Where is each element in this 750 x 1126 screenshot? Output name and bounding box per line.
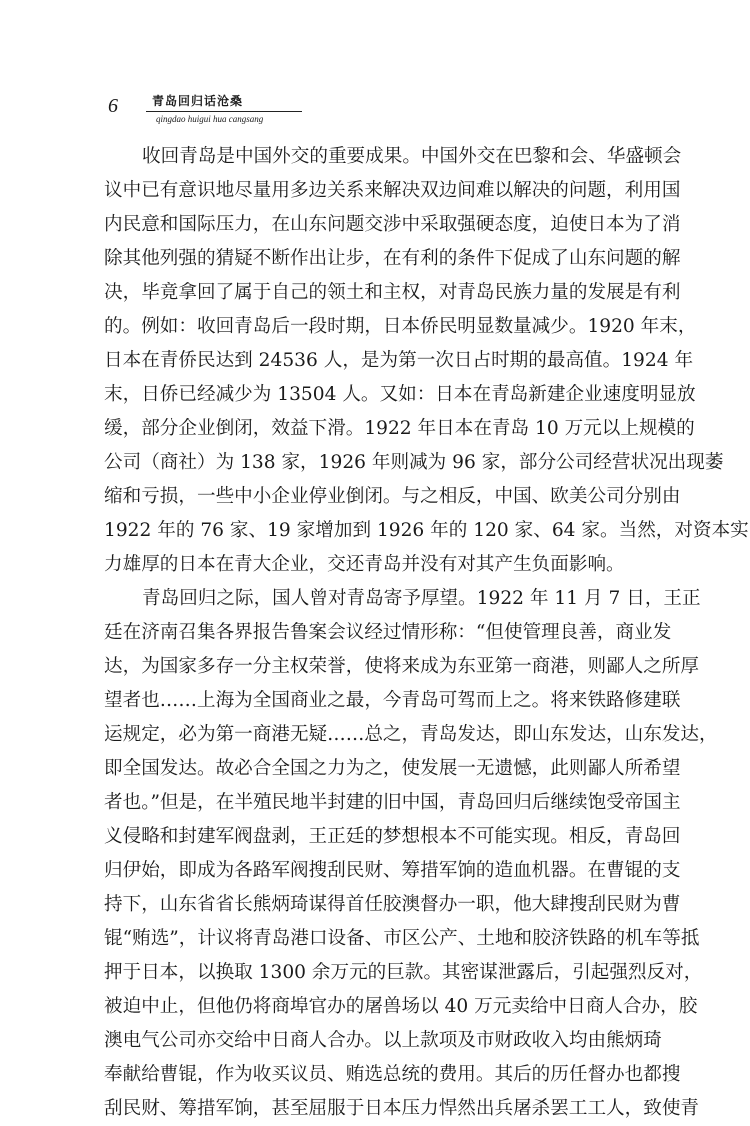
text-line: 归伊始，即成为各路军阀搜刮民财、筹措军饷的造血机器。在曹锟的支 [104,860,681,881]
text-line: 被迫中止，但他仍将商埠官办的屠兽场以 40 万元卖给中日商人合办，胶 [104,996,698,1017]
text-line: 即全国发达。故必合全国之力为之，使发展一无遗憾，此则鄙人所希望 [104,758,681,779]
body-text [104,140,749,1126]
text-line: 持下，山东省省长熊炳琦谋得首任胶澳督办一职，他大肆搜刮民财为曹 [104,894,681,915]
text-line: 押于日本，以换取 1300 余万元的巨款。其密谋泄露后，引起强烈反对， [104,962,703,983]
header-divider [146,111,302,112]
text-line: 义侵略和封建军阀盘剥，王正廷的梦想根本不可能实现。相反，青岛回 [104,826,681,847]
text-line: 除其他列强的猜疑不断作出让步，在有利的条件下促成了山东问题的解 [104,248,681,269]
paragraph-1 [104,140,749,582]
text-line: 青岛回归之际，国人曾对青岛寄予厚望。1922 年 11 月 7 日，王正 [142,588,701,609]
text-line: 运规定，必为第一商港无疑……总之，青岛发达，即山东发达，山东发达， [104,724,718,745]
text-line: 决，毕竟拿回了属于自己的领土和主权，对青岛民族力量的发展是有利 [104,282,681,303]
page-number: 6 [108,95,118,117]
text-line: 收回青岛是中国外交的重要成果。中国外交在巴黎和会、华盛顿会 [142,146,682,167]
text-line: 刮民财、筹措军饷，甚至屈服于日本压力悍然出兵屠杀罢工工人，致使青 [104,1098,700,1119]
text-line: 缩和亏损，一些中小企业停业倒闭。与之相反，中国、欧美公司分别由 [104,486,681,507]
book-title-pinyin: qingdao huigui hua cangsang [156,114,264,124]
text-line: 力雄厚的日本在青大企业，交还青岛并没有对其产生负面影响。 [104,554,625,575]
running-header [108,92,308,132]
book-title: 青岛回归话沧桑 [152,94,244,108]
text-line: 日本在青侨民达到 24536 人，是为第一次日占时期的最高值。1924 年 [104,350,694,371]
text-line: 末，日侨已经减少为 13504 人。又如：日本在青岛新建企业速度明显放 [104,384,696,405]
text-line: 1922 年的 76 家、19 家增加到 1926 年的 120 家、64 家。当然，对资本实 [104,520,749,541]
text-line: 公司（商社）为 138 家，1926 年则减为 96 家，部分公司经营状况出现萎 [104,452,724,473]
text-line: 澳电气公司亦交给中日商人合办。以上款项及市财政收入均由熊炳琦 [104,1030,662,1051]
paragraph-2 [104,582,718,1126]
text-line: 望者也……上海为全国商业之最，今青岛可驾而上之。将来铁路修建联 [104,690,681,711]
text-line: 廷在济南召集各界报告鲁案会议经过情形称：“但使管理良善，商业发 [104,622,672,643]
text-line: 内民意和国际压力，在山东问题交涉中采取强硬态度，迫使日本为了消 [104,214,681,235]
text-line: 达，为国家多存一分主权荣誉，使将来成为东亚第一商港，则鄙人之所厚 [104,656,700,677]
text-line: 缓，部分企业倒闭，效益下滑。1922 年日本在青岛 10 万元以上规模的 [104,418,695,439]
text-line: 锟“贿选”，计议将青岛港口设备、市区公产、土地和胶济铁路的机车等抵 [104,928,700,949]
text-line: 议中已有意识地尽量用多边关系来解决双边间难以解决的问题，利用国 [104,180,681,201]
text-line: 奉献给曹锟，作为收买议员、贿选总统的费用。其后的历任督办也都搜 [104,1064,681,1085]
text-line: 者也。”但是，在半殖民地半封建的旧中国，青岛回归后继续饱受帝国主 [104,792,681,813]
text-line: 的。例如：收回青岛后一段时期，日本侨民明显数量减少。1920 年末， [104,316,697,337]
